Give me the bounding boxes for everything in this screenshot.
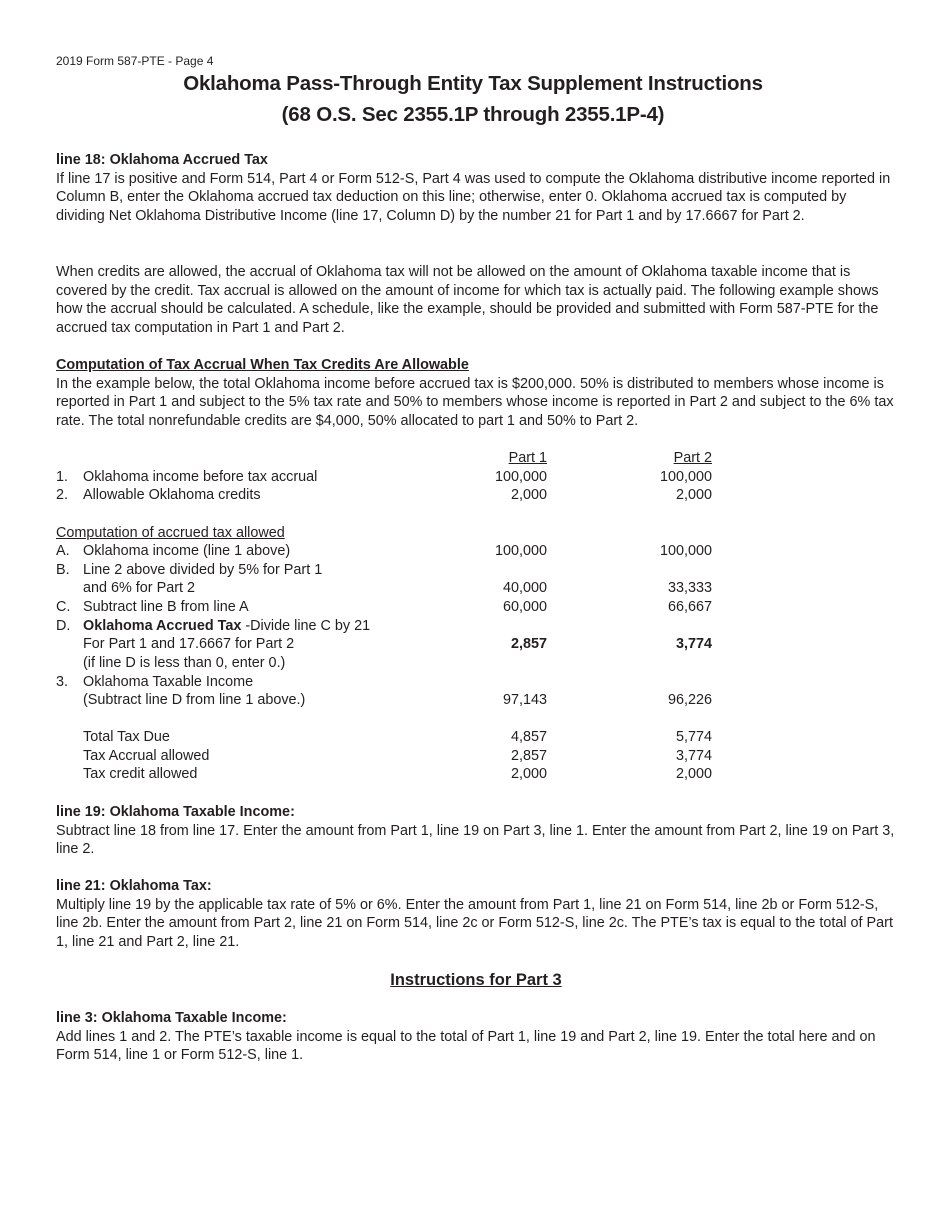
part1-value: 97,143 <box>502 692 547 708</box>
part1-value: 40,000 <box>502 580 547 596</box>
row-label: 2. <box>56 487 69 503</box>
part2-value: 66,667 <box>667 599 712 615</box>
column-head-part2: Part 2 <box>673 450 712 466</box>
part1-value: 4,857 <box>510 729 547 745</box>
part2-value: 33,333 <box>667 580 712 596</box>
table-header-row <box>56 449 896 468</box>
row-text: Line 2 above divided by 5% for Part 1 <box>83 562 323 578</box>
row-text: Allowable Oklahoma credits <box>83 487 261 503</box>
line19-section <box>56 803 896 859</box>
row-text: Tax credit allowed <box>83 766 198 782</box>
part2-value: 5,774 <box>675 729 712 745</box>
part1-value: 60,000 <box>502 599 547 615</box>
table-row <box>56 765 896 784</box>
part2-value: 2,000 <box>675 766 712 782</box>
row-label: D. <box>56 618 71 634</box>
line3-paragraph: Add lines 1 and 2. The PTE’s taxable income is equal to the total of Part 1, line 19 and Part 2, line 19. Enter the total here and on Form 514, line 1 or Form 512-S, line 1. <box>56 1028 876 1064</box>
table-row <box>56 617 896 636</box>
line19-heading: line 19: Oklahoma Taxable Income: <box>56 804 295 820</box>
part1-value: 100,000 <box>494 469 547 485</box>
row-text: Tax Accrual allowed <box>83 748 210 764</box>
row-text: and 6% for Part 2 <box>83 580 195 596</box>
table-row <box>56 542 896 561</box>
row-text: Oklahoma income (line 1 above) <box>83 543 291 559</box>
line18-section <box>56 151 896 225</box>
part1-value: 2,000 <box>510 487 547 503</box>
part2-value: 100,000 <box>659 469 712 485</box>
document-title: Oklahoma Pass-Through Entity Tax Supplement Instructions <box>183 72 763 95</box>
part1-value: 2,857 <box>510 748 547 764</box>
row-label: 1. <box>56 469 69 485</box>
part2-value: 96,226 <box>667 692 712 708</box>
part2-value: 3,774 <box>675 636 712 652</box>
table-row <box>56 635 896 654</box>
row-text: Oklahoma income before tax accrual <box>83 469 318 485</box>
row-text <box>83 617 370 636</box>
row-text: For Part 1 and 17.6667 for Part 2 <box>83 636 295 652</box>
line3-heading: line 3: Oklahoma Taxable Income: <box>56 1010 287 1026</box>
part3-heading: Instructions for Part 3 <box>390 971 562 989</box>
computation-section <box>56 356 896 430</box>
table-row <box>56 691 896 710</box>
table-row <box>56 728 896 747</box>
row-text: Subtract line B from line A <box>83 599 249 615</box>
row-label: C. <box>56 599 71 615</box>
row-text: (if line D is less than 0, enter 0.) <box>83 655 286 671</box>
table-row <box>56 598 896 617</box>
row-label: 3. <box>56 674 69 690</box>
line18-paragraph-1: If line 17 is positive and Form 514, Part 4 or Form 512-S, Part 4 was used to compute the Oklahoma distributive income reported in Column B, enter the Oklahoma accrued tax deduction on this line; otherwise, enter 0. Oklahoma accrued tax is computed by dividing Net Oklahoma Distributive Income (line 17, Column D) by the number 21 for Part 1 and by 17.6667 for Part 2. <box>56 170 891 224</box>
line21-paragraph: Multiply line 19 by the applicable tax rate of 5% or 6%. Enter the amount from Part 1, line 21 on Form 514, line 2b or Form 512-S, line 2b. Enter the amount from Part 2, line 21 on Form 514, line 2c or Form 512-S, line 2c. The PTE’s tax is equal to the total of Part 1, line 21 and Part 2, line 21. <box>56 896 893 950</box>
line18-paragraph-2: When credits are allowed, the accrual of Oklahoma tax will not be allowed on the amount of Oklahoma taxable income that is covered by the credit. Tax accrual is allowed on the amount of income for which tax is actually paid. The following example shows how the accrual should be calculated. A schedule, like the example, should be provided and submitted with Form 587-PTE for the accrued tax computation in Part 1 and Part 2. <box>56 264 879 336</box>
computation-heading: Computation of Tax Accrual When Tax Credits Are Allowable <box>56 357 469 373</box>
row-text-rest: -Divide line C by 21 <box>241 618 371 634</box>
document-subtitle: (68 O.S. Sec 2355.1P through 2355.1P-4) <box>281 103 665 126</box>
table-row <box>56 579 896 598</box>
part2-value: 2,000 <box>675 487 712 503</box>
line3-section <box>56 1009 896 1065</box>
part1-value: 100,000 <box>494 543 547 559</box>
table-row <box>56 654 896 673</box>
part1-value: 2,857 <box>510 636 547 652</box>
computation-subheading: Computation of accrued tax allowed <box>56 525 285 541</box>
row-text: Oklahoma Taxable Income <box>83 674 254 690</box>
table-row <box>56 747 896 766</box>
column-head-part1: Part 1 <box>508 450 547 466</box>
line18-heading: line 18: Oklahoma Accrued Tax <box>56 152 268 168</box>
row-text: (Subtract line D from line 1 above.) <box>83 692 306 708</box>
part2-value: 3,774 <box>675 748 712 764</box>
part1-value: 2,000 <box>510 766 547 782</box>
row-text-bold: Oklahoma Accrued Tax <box>83 618 242 634</box>
row-label: A. <box>56 543 70 559</box>
page-header: 2019 Form 587-PTE - Page 4 <box>56 54 214 68</box>
line21-heading: line 21: Oklahoma Tax: <box>56 878 212 894</box>
line19-paragraph: Subtract line 18 from line 17. Enter the amount from Part 1, line 19 on Part 3, line 1. Enter the amount from Part 2, line 19 on Part 3, line 2. <box>56 822 895 858</box>
table-row <box>56 486 896 505</box>
table-row <box>56 673 896 692</box>
row-text: Total Tax Due <box>83 729 170 745</box>
table-row <box>56 468 896 487</box>
line21-section <box>56 877 896 951</box>
table-subheading-row <box>56 524 896 543</box>
row-label: B. <box>56 562 70 578</box>
table-row <box>56 561 896 580</box>
computation-paragraph: In the example below, the total Oklahoma income before accrued tax is $200,000. 50% is distributed to members whose income is reported in Part 1 and subject to the 5% tax rate and 50% to members whose income is reported in Part 2 and subject to the 6% tax rate. The total nonrefundable credits are $4,000, 50% allocated to part 1 and 50% to Part 2. <box>56 375 894 429</box>
part2-value: 100,000 <box>659 543 712 559</box>
